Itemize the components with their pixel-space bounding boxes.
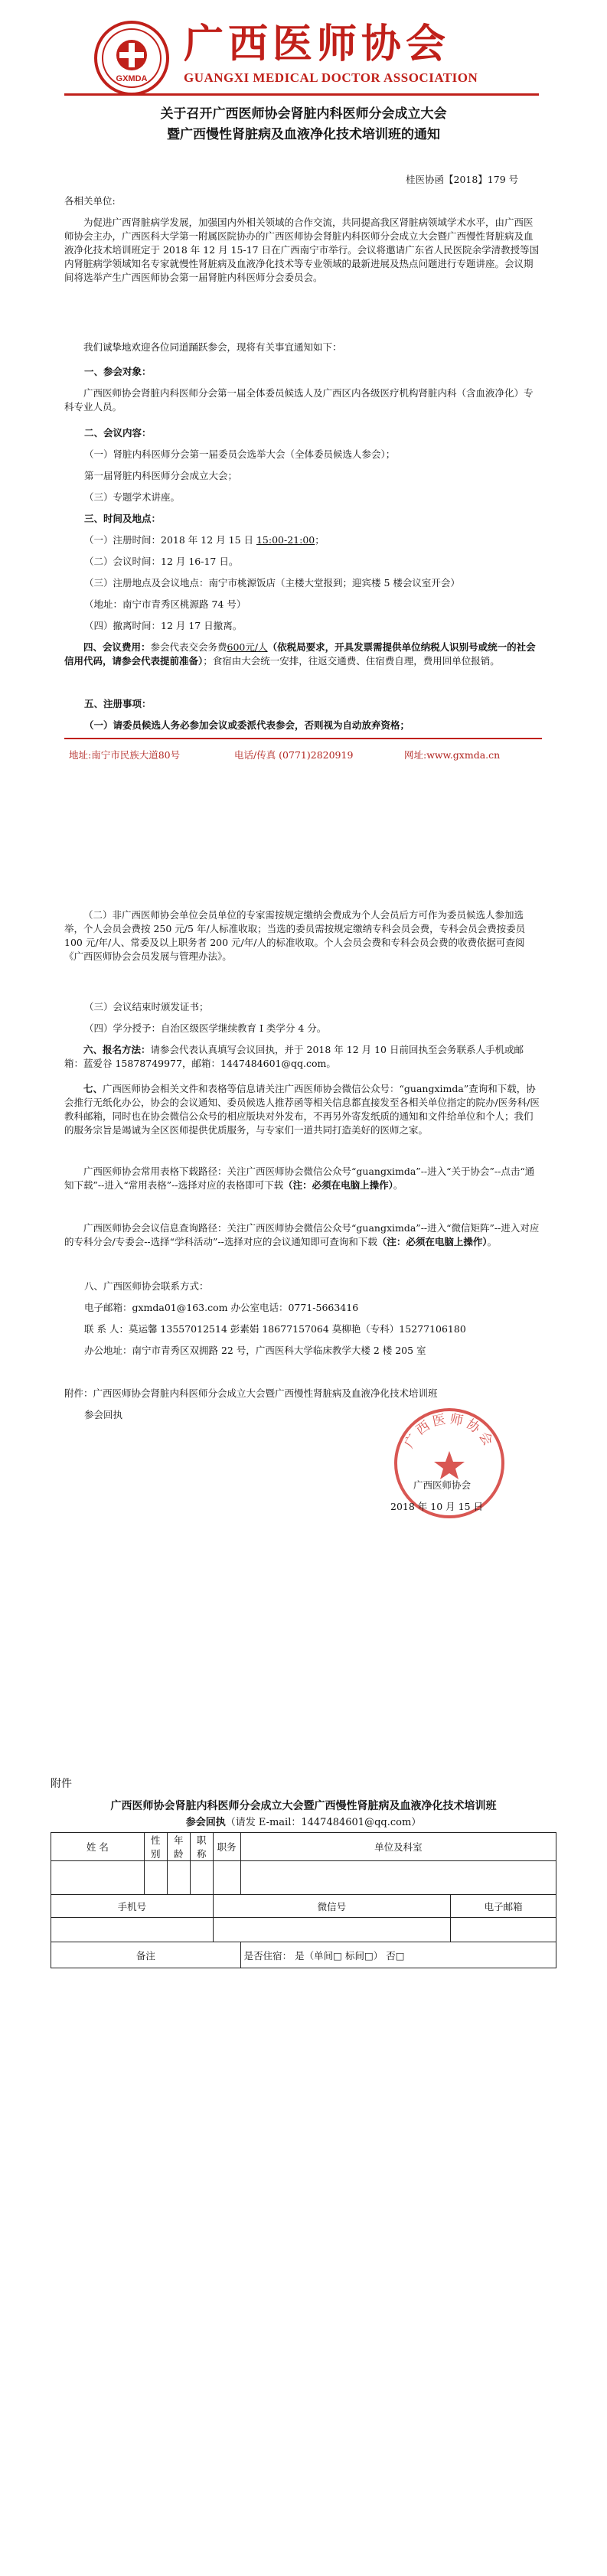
contact-email: 电子邮箱：gxmda01@163.com 办公室电话：0771-5663416 xyxy=(84,1302,359,1313)
email-cell[interactable] xyxy=(451,1918,556,1942)
signature-date: 2018 年 10 月 15 日 xyxy=(390,1501,483,1512)
header-gender: 性别 xyxy=(144,1833,167,1861)
section-3-heading: 三、时间及地点： xyxy=(84,513,162,524)
section-3-item-2: （二）会议时间：12 月 16-17 日。 xyxy=(84,556,239,567)
age-cell[interactable] xyxy=(167,1861,190,1895)
phone-label: 手机号 xyxy=(51,1895,214,1918)
section-5-item-2: （二）非广西医师协会单位会员单位的专家需按规定缴纳会费成为个人会员后方可作为委员候选人参加选举，个人会员会费按 250 元/5 年/人标准收取；当选的委员需按规定缴纳专科会员会费，专科会员会费按委员 100 元/年/人、常委及以上职务者 200 元/年/人的标准收取。个人会员会费和专科会员会费的收费依据可查阅《广西医师协会会员发展与管理办法》。 xyxy=(64,909,526,962)
footer-rule xyxy=(64,738,542,739)
signature-org: 广西医师协会 xyxy=(413,1479,472,1491)
section-8-heading: 八、广西医师协会联系方式： xyxy=(84,1280,209,1292)
org-name-cn: 广西医师协会 xyxy=(184,21,451,67)
section-5-item-3: （三）会议结束时颁发证书； xyxy=(84,1001,209,1012)
section-3-item-4: （四）撤离时间：12 月 17 日撤离。 xyxy=(84,620,243,631)
section-2-heading: 二、会议内容： xyxy=(84,427,152,439)
notice-title-line2: 暨广西慢性肾脏病及血液净化技术培训班的通知 xyxy=(167,127,440,142)
section-5-item-4: （四）学分授予：自治区级医学继续教育 I 类学分 4 分。 xyxy=(84,1022,327,1034)
section-5-heading: 五、注册事项： xyxy=(84,698,152,709)
section-2-item: （一）肾脏内科医师分会第一届委员会选举大会（全体委员候选人参会）； xyxy=(84,448,396,460)
appendix-label: 附件 xyxy=(51,1778,72,1790)
meeting-info-path: 广西医师协会会议信息查询路径：关注广西医师协会微信公众号“guangximda”--进入“微信矩阵”--进入对应的专科分会/专委会--选择“学科活动”--选择对应的会议通知即可查询和下载（注：必须在电脑上操作）。 xyxy=(64,1222,540,1247)
section-7: 七、广西医师协会相关文件和表格等信息请关注广西医师协会微信公众号：“guangximda”查询和下载，协会推行无纸化办公，协会的会议通知、委员候选人推荐函等相关信息都直接发至各相关单位指定的院办/医务科/医教科邮箱，同时也在协会微信公众号的相应版块对外发布，不再另外寄发纸质的通知和文件给单位和个人；我们的服务宗旨是竭诚为全区医师提供优质服务，与专家们一道共同打造美好的医师之家。 xyxy=(64,1083,540,1136)
table-row xyxy=(51,1942,556,1968)
salutation: 各相关单位: xyxy=(64,195,116,207)
header-name: 姓 名 xyxy=(51,1833,145,1861)
appendix-subtitle: 参会回执（请发 E-mail：1447484601@qq.com） xyxy=(185,1817,422,1828)
svg-text:广西医师协会 xyxy=(402,1410,498,1451)
header-rule xyxy=(64,93,539,96)
seal-ring-text: 广西医师协会 xyxy=(401,1411,498,1451)
position-cell[interactable] xyxy=(213,1861,240,1895)
lodging-cell[interactable]: 是否住宿： 是（单间□ 标间□） 否□ xyxy=(240,1942,556,1968)
intro-paragraph: 为促进广西肾脏病学发展，加强国内外相关领域的合作交流，共同提高我区肾脏病领域学术水平，由广西医师协会主办，广西医科大学第一附属医院协办的广西医师协会肾脏内科医师分会成立大会暨广西慢性肾脏病及血液净化技术培训班定于 2018 年 12 月 15-17 日在广西南宁市举行。会议将邀请广东省人民医院余学清教授等国内肾脏病学领域知名专家就慢性肾脏病及血液净化技术等专业领域的最新进展及热点问题进行专题讲座。会议期间将选举产生广西医师协会第一届肾脏内科医师分会委员会。 xyxy=(64,217,540,283)
section-2-item: 第一届肾脏内科医师分会成立大会； xyxy=(84,470,238,481)
table-row xyxy=(51,1861,556,1895)
attachment-label: 附件：广西医师协会肾脏内科医师分会成立大会暨广西慢性肾脏病及血液净化技术培训班 xyxy=(64,1387,438,1399)
appendix-title: 广西医师协会肾脏内科医师分会成立大会暨广西慢性肾脏病及血液净化技术培训班 xyxy=(110,1800,497,1812)
email-label: 电子邮箱 xyxy=(451,1895,556,1918)
header-position: 职务 xyxy=(213,1833,240,1861)
wechat-label: 微信号 xyxy=(213,1895,450,1918)
name-cell[interactable] xyxy=(51,1861,145,1895)
notice-title-line1: 关于召开广西医师协会肾脏内科医师分会成立大会 xyxy=(160,106,447,122)
unit-cell[interactable] xyxy=(240,1861,556,1895)
header-unit: 单位及科室 xyxy=(240,1833,556,1861)
forms-download-path: 广西医师协会常用表格下载路径：关注广西医师协会微信公众号“guangximda”--进入“关于协会”--点击“通知下载”--进入“常用表格”--选择对应的表格即可下载（注：必须在电脑上操作）。 xyxy=(64,1166,535,1191)
table-header-row xyxy=(51,1833,556,1861)
section-4: 四、会议费用：参会代表交会务费600元/人（依税局要求，开具发票需提供单位纳税人识别号或统一的社会信用代码，请参会代表提前准备）；食宿由大会统一安排，往返交通费、住宿费自理，费用回单位报销。 xyxy=(64,641,536,667)
footer-website: 网址:www.gxmda.cn xyxy=(404,749,501,761)
attachment-label-2: 参会回执 xyxy=(84,1409,123,1420)
table-row xyxy=(51,1895,556,1918)
section-3-item-3: （三）注册地点及会议地点：南宁市桃源饭店（主楼大堂报到；迎宾楼 5 楼会议室开会） xyxy=(84,577,460,589)
section-1-body: 广西医师协会肾脏内科医师分会第一届全体委员候选人及广西区内各级医疗机构肾脏内科（含血液净化）专科专业人员。 xyxy=(64,387,534,412)
table-row xyxy=(51,1918,556,1942)
gender-cell[interactable] xyxy=(144,1861,167,1895)
section-3-item-1: （一）注册时间：2018 年 12 月 15 日 15:00-21:00； xyxy=(84,534,325,546)
contact-people: 联 系 人：莫运馨 13557012514 彭素娟 18677157064 莫柳艳（专科）15277106180 xyxy=(84,1323,466,1335)
footer-phone: 电话/传真 (0771)2820919 xyxy=(234,749,354,761)
org-name-en: GUANGXI MEDICAL DOCTOR ASSOCIATION xyxy=(184,70,478,85)
title-cell[interactable] xyxy=(190,1861,213,1895)
intro-paragraph-2: 我们诚挚地欢迎各位同道踊跃参会，现将有关事宜通知如下： xyxy=(83,341,342,353)
reply-form-table xyxy=(51,1832,556,1968)
section-3-address: （地址：南宁市青秀区桃源路 74 号） xyxy=(84,598,246,610)
logo-ring-text: GXMDA xyxy=(116,74,148,83)
section-1-heading: 一、参会对象： xyxy=(84,366,152,377)
section-5-item-1: （一）请委员候选人务必参加会议或委派代表参会，否则视为自动放弃资格； xyxy=(84,719,410,731)
header-age: 年龄 xyxy=(167,1833,190,1861)
footer-address: 地址:南宁市民族大道80号 xyxy=(69,749,181,761)
section-2-item: （三）专题学术讲座。 xyxy=(84,491,181,503)
section-6: 六、报名方法：请参会代表认真填写会议回执，并于 2018 年 12 月 10 日前回执至会务联系人手机或邮箱：蓝爱谷 15878749977，邮箱：1447484601@qq.com。 xyxy=(64,1044,524,1069)
gxmda-seal-logo-icon xyxy=(93,20,170,96)
header-title: 职称 xyxy=(190,1833,213,1861)
contact-office: 办公地址：南宁市青秀区双拥路 22 号，广西医科大学临床教学大楼 2 楼 205 室 xyxy=(84,1345,426,1356)
phone-cell[interactable] xyxy=(51,1918,214,1942)
note-label: 备注 xyxy=(51,1942,241,1968)
doc-number: 桂医协函【2018】179 号 xyxy=(406,174,519,185)
wechat-cell[interactable] xyxy=(213,1918,450,1942)
